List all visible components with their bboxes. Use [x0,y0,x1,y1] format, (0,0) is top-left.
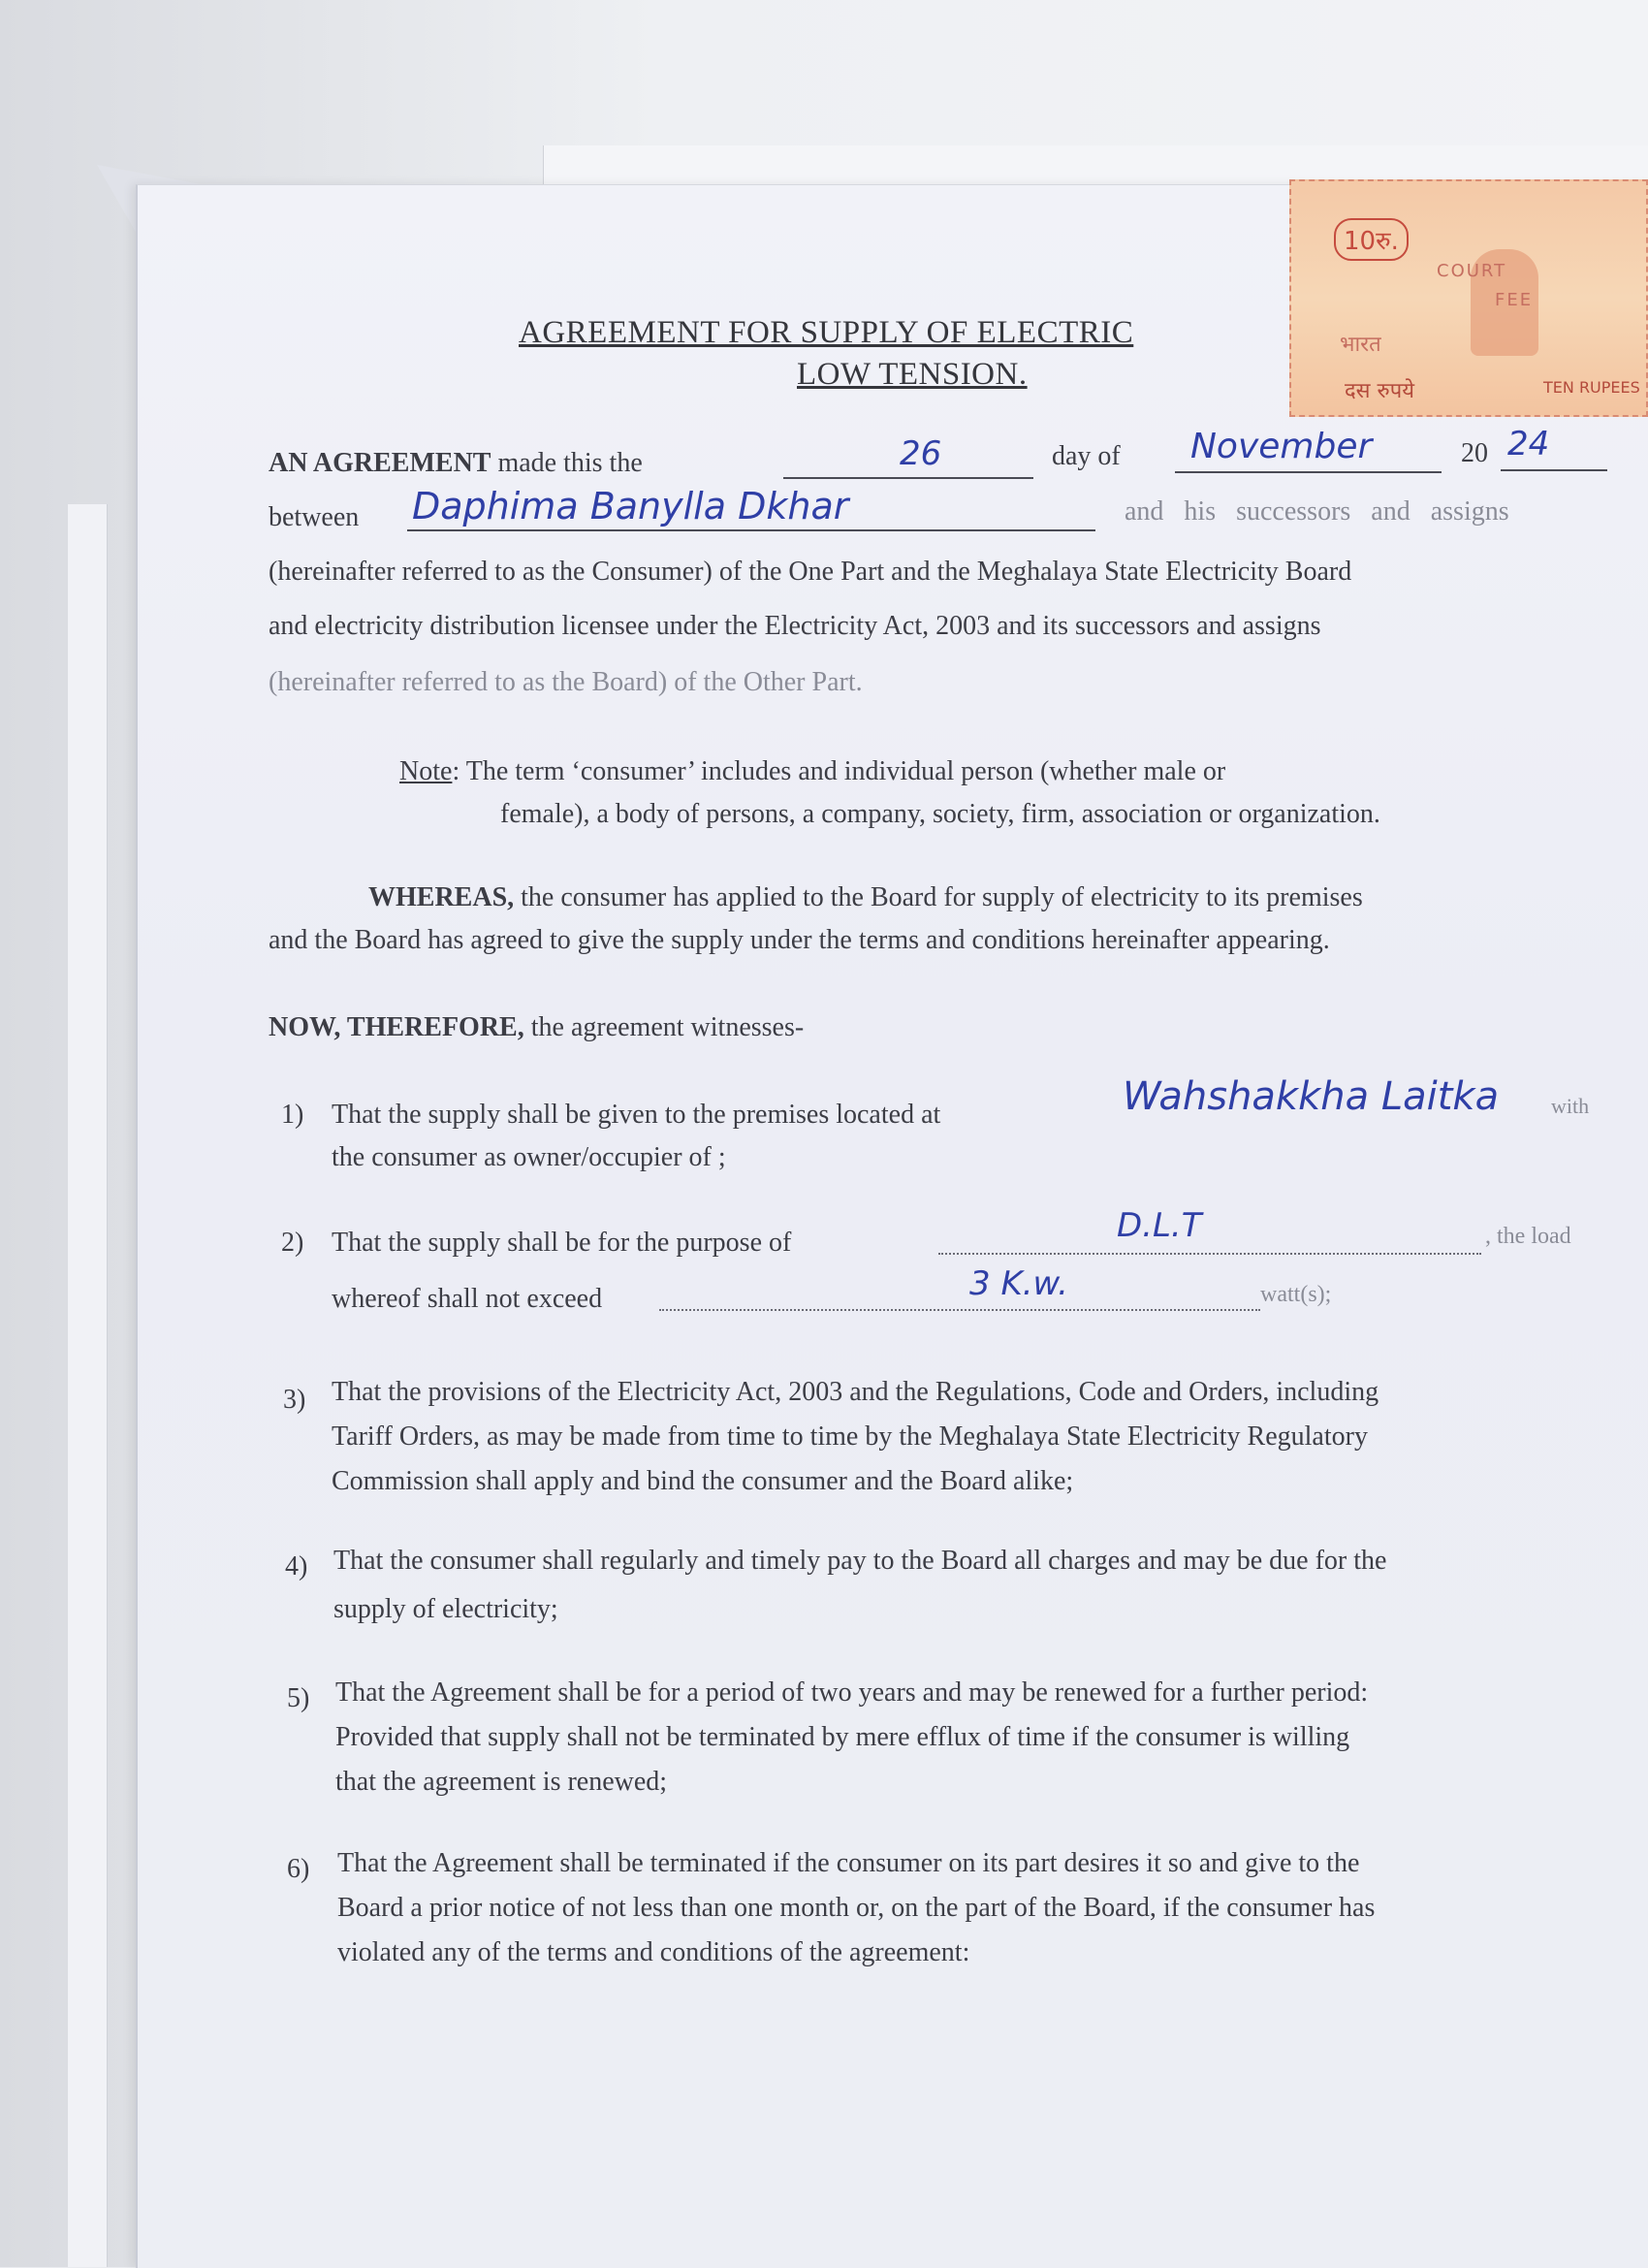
clause-3-num: 3) [283,1385,306,1415]
clause-1-num: 1) [281,1100,304,1130]
stamp-court: COURT [1437,261,1507,281]
month-line [1175,471,1442,473]
note-line1 [399,756,1225,787]
location-value: Wahshakkha Laitka [1123,1074,1500,1119]
clause-6-num: 6) [287,1854,310,1884]
consumer-name-value: Daphima Banylla Dkhar [412,485,849,527]
now-rest: the agreement witnesses- [530,1012,805,1042]
left-paper-strip [68,504,108,2267]
court-fee-stamp [1289,179,1648,417]
successors-text: and his successors and assigns [1125,496,1509,527]
clause-5-num: 5) [287,1683,310,1713]
clause-6-line2: Board a prior notice of not less than one month or, on the part of the Board, if the consumer has [337,1893,1376,1923]
clause-1-line2: the consumer as owner/occupier of ; [332,1142,726,1172]
document-title: AGREEMENT FOR SUPPLY OF ELECTRIC [519,315,1134,350]
year-value: 24 [1507,425,1550,463]
clause-2-load-label: , the load [1485,1224,1571,1249]
clause-3-line2: Tariff Orders, as may be made from time to time by the Meghalaya State Electricity Regulatory [332,1421,1368,1452]
purpose-line [938,1253,1481,1255]
clause-4-line2: supply of electricity; [333,1594,558,1624]
stamp-rupees: TEN RUPEES [1543,378,1640,397]
now-therefore [269,1012,804,1043]
purpose-value: D.L.T [1117,1206,1202,1245]
load-line [659,1309,1260,1311]
day-value: 26 [900,434,942,473]
stamp-fee: FEE [1495,290,1534,310]
year-prefix: 20 [1461,438,1488,468]
clause-4-line1: That the consumer shall regularly and timely pay to the Board all charges and may be due for the [333,1546,1387,1576]
clause-2-line1: That the supply shall be for the purpose of [332,1228,792,1258]
stamp-value: 10रु. [1334,218,1409,261]
clause-6-line1: That the Agreement shall be terminated if the consumer on its part desires it so and give to the [337,1848,1360,1878]
note-label: Note [399,756,453,786]
intro-line5: (hereinafter referred to as the Board) of the Other Part. [269,667,863,697]
clause-1-line1: That the supply shall be given to the premises located at [332,1100,941,1130]
clause-1-with: with [1551,1094,1590,1118]
day-line [783,477,1033,479]
intro-made: made this the [497,448,643,478]
now-lead: NOW, THEREFORE, [269,1012,524,1042]
document-subtitle: LOW TENSION. [797,357,1028,392]
intro-lead: AN AGREEMENT [269,448,491,478]
consumer-name-line [407,529,1095,531]
clause-5-line2: Provided that supply shall not be terminated by mere efflux of time if the consumer is willing [335,1722,1350,1752]
clause-5-line1: That the Agreement shall be for a period of two years and may be renewed for a further period: [335,1677,1369,1708]
clause-3-line1: That the provisions of the Electricity Act, 2003 and the Regulations, Code and Orders, including [332,1377,1379,1407]
day-of-label: day of [1052,441,1121,471]
whereas-line2: and the Board has agreed to give the supply under the terms and conditions hereinafter appearing. [269,925,1330,955]
whereas-lead: WHEREAS, [368,882,515,912]
stamp-hindi: दस रुपये [1345,379,1414,403]
clause-2-watt: watt(s); [1260,1282,1332,1307]
intro-line4: and electricity distribution licensee under the Electricity Act, 2003 and its successors and assigns [269,611,1321,641]
clause-4-num: 4) [285,1551,308,1581]
note-text1: : The term ‘consumer’ includes and individual person (whether male or [452,756,1226,786]
year-line [1501,469,1607,471]
clause-2-num: 2) [281,1228,304,1258]
stamp-bharat: भारत [1340,333,1381,357]
between-label: between [269,502,360,532]
month-value: November [1190,427,1373,466]
clause-2-line2: whereof shall not exceed [332,1284,603,1314]
clause-6-line3: violated any of the terms and conditions of the agreement: [337,1937,970,1967]
clause-3-line3: Commission shall apply and bind the consumer and the Board alike; [332,1466,1074,1496]
intro-line1 [269,448,643,479]
whereas-line1 [368,882,1363,913]
whereas-text1: the consumer has applied to the Board for supply of electricity to its premises [521,882,1363,912]
intro-line3: (hereinafter referred to as the Consumer) of the One Part and the Meghalaya State Electricity Board [269,557,1352,587]
clause-5-line3: that the agreement is renewed; [335,1767,668,1797]
load-value: 3 K.w. [969,1264,1068,1303]
note-line2: female), a body of persons, a company, society, firm, association or organization. [500,799,1380,829]
